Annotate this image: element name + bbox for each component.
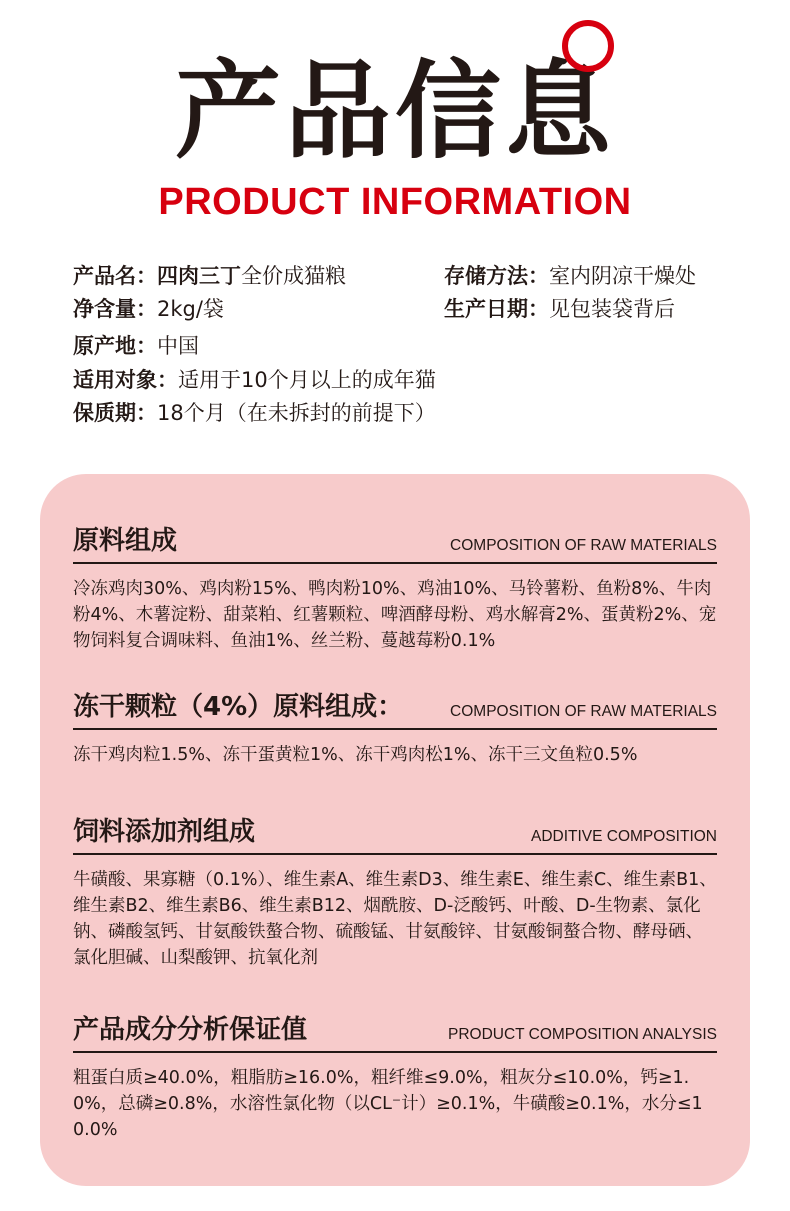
section-body: 粗蛋白质≥40.0%，粗脂肪≥16.0%，粗纤维≤9.0%，粗灰分≤10.0%，钙≥1.0%，总磷≥0.8%，水溶性氯化物（以CL⁻计）≥0.1%，牛磺酸≥0.1%，水分≤10.0%: [73, 1068, 703, 1140]
info-value: 中国: [157, 334, 199, 358]
section-title-en: COMPOSITION OF RAW MATERIALS: [450, 703, 717, 720]
info-value-bold: 四肉三丁: [157, 264, 241, 288]
section-header: [73, 688, 717, 730]
section-analysis: [73, 1011, 717, 1143]
info-label: 原产地：: [73, 334, 157, 358]
info-net-weight: [73, 295, 224, 323]
info-value: 室内阴凉干燥处: [549, 264, 696, 288]
section-body: 冻干鸡肉粒1.5%、冻干蛋黄粒1%、冻干鸡肉松1%、冻干三文鱼粒0.5%: [73, 745, 638, 765]
section-title-en: COMPOSITION OF RAW MATERIALS: [450, 537, 717, 554]
section-title: 产品成分分析保证值: [73, 1015, 308, 1045]
section-title: 冻干颗粒（4%）原料组成：: [73, 692, 404, 722]
info-label: 适用对象：: [73, 368, 178, 392]
section-title: 原料组成: [73, 526, 178, 556]
section-header: [73, 522, 717, 564]
section-body: 牛磺酸、果寡糖（0.1%）、维生素A、维生素D3、维生素E、维生素C、维生素B1、维生素B2、维生素B6、维生素B12、烟酰胺、D-泛酸钙、叶酸、D-生物素、氯化钠、磷酸氢钙、甘氨酸铁螯合物、硫酸锰、甘氨酸锌、甘氨酸铜螯合物、酵母硒、氯化胆碱、山梨酸钾、抗氧化剂: [73, 870, 717, 968]
info-storage: [444, 262, 696, 290]
info-label: 生产日期：: [444, 297, 549, 321]
info-label: 存储方法：: [444, 264, 549, 288]
section-title-en: PRODUCT COMPOSITION ANALYSIS: [447, 1026, 717, 1043]
page-subtitle: PRODUCT INFORMATION: [158, 181, 632, 223]
info-value: 适用于10个月以上的成年猫: [178, 368, 436, 392]
info-value: 2kg/袋: [157, 297, 224, 321]
info-label: 净含量：: [73, 297, 157, 321]
info-shelf-life: [73, 399, 436, 427]
section-title: 饲料添加剂组成: [73, 817, 256, 847]
section-freeze-dried: [73, 688, 717, 768]
info-label: 保质期：: [73, 401, 157, 425]
section-raw-materials: [73, 522, 717, 654]
section-additives: [73, 813, 717, 971]
page-title: 产品信息: [175, 50, 615, 173]
info-product-name: [73, 262, 346, 290]
info-target: [73, 366, 436, 394]
info-label: 产品名：: [73, 264, 157, 288]
circle-decoration-icon: [556, 14, 620, 78]
section-header: [73, 1011, 717, 1053]
section-body: 冷冻鸡肉30%、鸡肉粉15%、鸭肉粉10%、鸡油10%、马铃薯粉、鱼粉8%、牛肉粉4%、木薯淀粉、甜菜粕、红薯颗粒、啤酒酵母粉、鸡水解膏2%、蛋黄粉2%、宠物饲料复合调味料、鱼油1%、丝兰粉、蔓越莓粉0.1%: [73, 579, 717, 651]
section-title-en: ADDITIVE COMPOSITION: [530, 828, 717, 845]
info-value: 18个月（在未拆封的前提下）: [157, 401, 436, 425]
info-production-date: [444, 295, 675, 323]
info-origin: [73, 332, 199, 360]
info-value: 全价成猫粮: [241, 264, 346, 288]
info-value: 见包装袋背后: [549, 297, 675, 321]
section-header: [73, 813, 717, 855]
